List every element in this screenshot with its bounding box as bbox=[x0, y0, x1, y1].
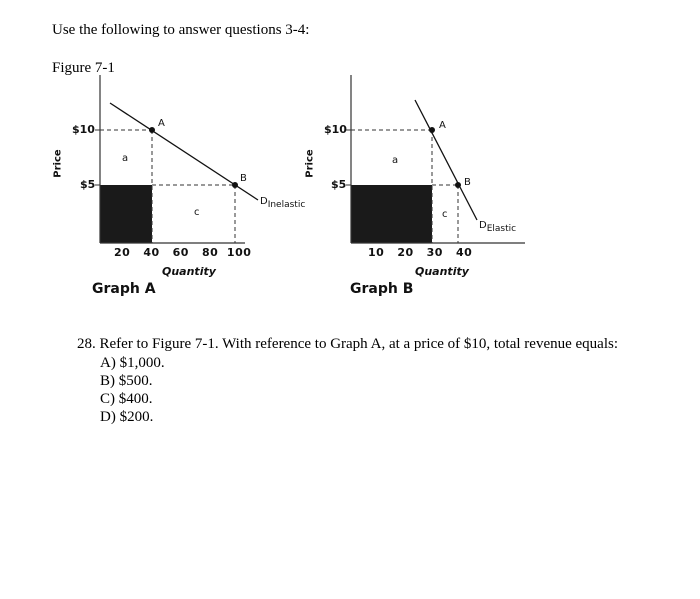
graph-b-xtick-labels bbox=[368, 246, 472, 259]
graph-a-point-b bbox=[232, 182, 238, 188]
graph-b-point-a-label: A bbox=[439, 120, 446, 131]
intro-text: Use the following to answer questions 3-4: bbox=[52, 22, 310, 38]
graph-b-point-b bbox=[455, 182, 461, 188]
graph-b-point-a bbox=[429, 127, 435, 133]
graph-b bbox=[305, 70, 595, 310]
graph-b-ytick-label-5: $5 bbox=[331, 178, 347, 191]
graph-b-demand-main: D bbox=[479, 220, 487, 231]
graph-b-ytick-label-10: $10 bbox=[324, 123, 347, 136]
graph-b-xtick-20: 20 bbox=[397, 246, 414, 259]
graph-b-demand-sub: Elastic bbox=[486, 224, 517, 234]
figure-label: Figure 7-1 bbox=[52, 60, 115, 76]
graph-a-title: Graph A bbox=[92, 281, 156, 297]
graph-a-ytick-label-5: $5 bbox=[80, 178, 96, 191]
graph-a-shaded-area-b bbox=[100, 185, 152, 243]
graph-a-xtick-labels bbox=[114, 246, 251, 259]
graph-a-ytick-label-10: $10 bbox=[72, 123, 95, 136]
graph-b-shaded-area-b bbox=[351, 185, 432, 243]
graph-b-area-c-label: c bbox=[442, 209, 448, 220]
choice-d[interactable]: D) $200. bbox=[100, 409, 154, 425]
graph-b-y-label: Price bbox=[304, 149, 316, 178]
graph-a-xtick-100: 100 bbox=[226, 246, 252, 259]
question-text: 28. Refer to Figure 7-1. With reference to Graph A, at a price of $10, total revenue equals: bbox=[77, 336, 619, 352]
graph-a-demand-label bbox=[260, 196, 305, 210]
choice-c[interactable]: C) $400. bbox=[100, 391, 153, 407]
graph-a-xtick-40: 40 bbox=[143, 246, 160, 259]
graph-a-point-b-label: B bbox=[240, 173, 247, 184]
graph-a-point-a bbox=[149, 127, 155, 133]
graph-b-title: Graph B bbox=[350, 281, 414, 297]
graph-b-point-b-label: B bbox=[464, 177, 471, 188]
graph-b-x-label: Quantity bbox=[415, 265, 469, 278]
graph-a-demand-main: D bbox=[260, 196, 268, 207]
graph-a bbox=[50, 70, 340, 310]
choice-a[interactable]: A) $1,000. bbox=[100, 355, 165, 371]
graph-a-y-label: Price bbox=[52, 149, 64, 178]
graph-b-area-a-label: a bbox=[392, 155, 399, 166]
graph-a-area-a-label: a bbox=[122, 153, 129, 164]
graph-b-xtick-40: 40 bbox=[455, 246, 473, 259]
graph-b-demand-label bbox=[479, 220, 516, 234]
graph-a-xtick-20: 20 bbox=[114, 246, 131, 259]
choice-b[interactable]: B) $500. bbox=[100, 373, 153, 389]
graph-a-xtick-60: 60 bbox=[172, 246, 189, 259]
graph-a-point-a-label: A bbox=[158, 118, 165, 129]
graph-a-xtick-80: 80 bbox=[201, 246, 219, 259]
answer-choices bbox=[100, 354, 165, 426]
graph-a-demand-sub: Inelastic bbox=[267, 200, 306, 210]
graph-a-x-label: Quantity bbox=[162, 265, 216, 278]
graph-a-area-c-label: c bbox=[194, 207, 200, 218]
graph-b-xtick-10: 10 bbox=[368, 246, 385, 259]
graph-b-xtick-30: 30 bbox=[426, 246, 443, 259]
